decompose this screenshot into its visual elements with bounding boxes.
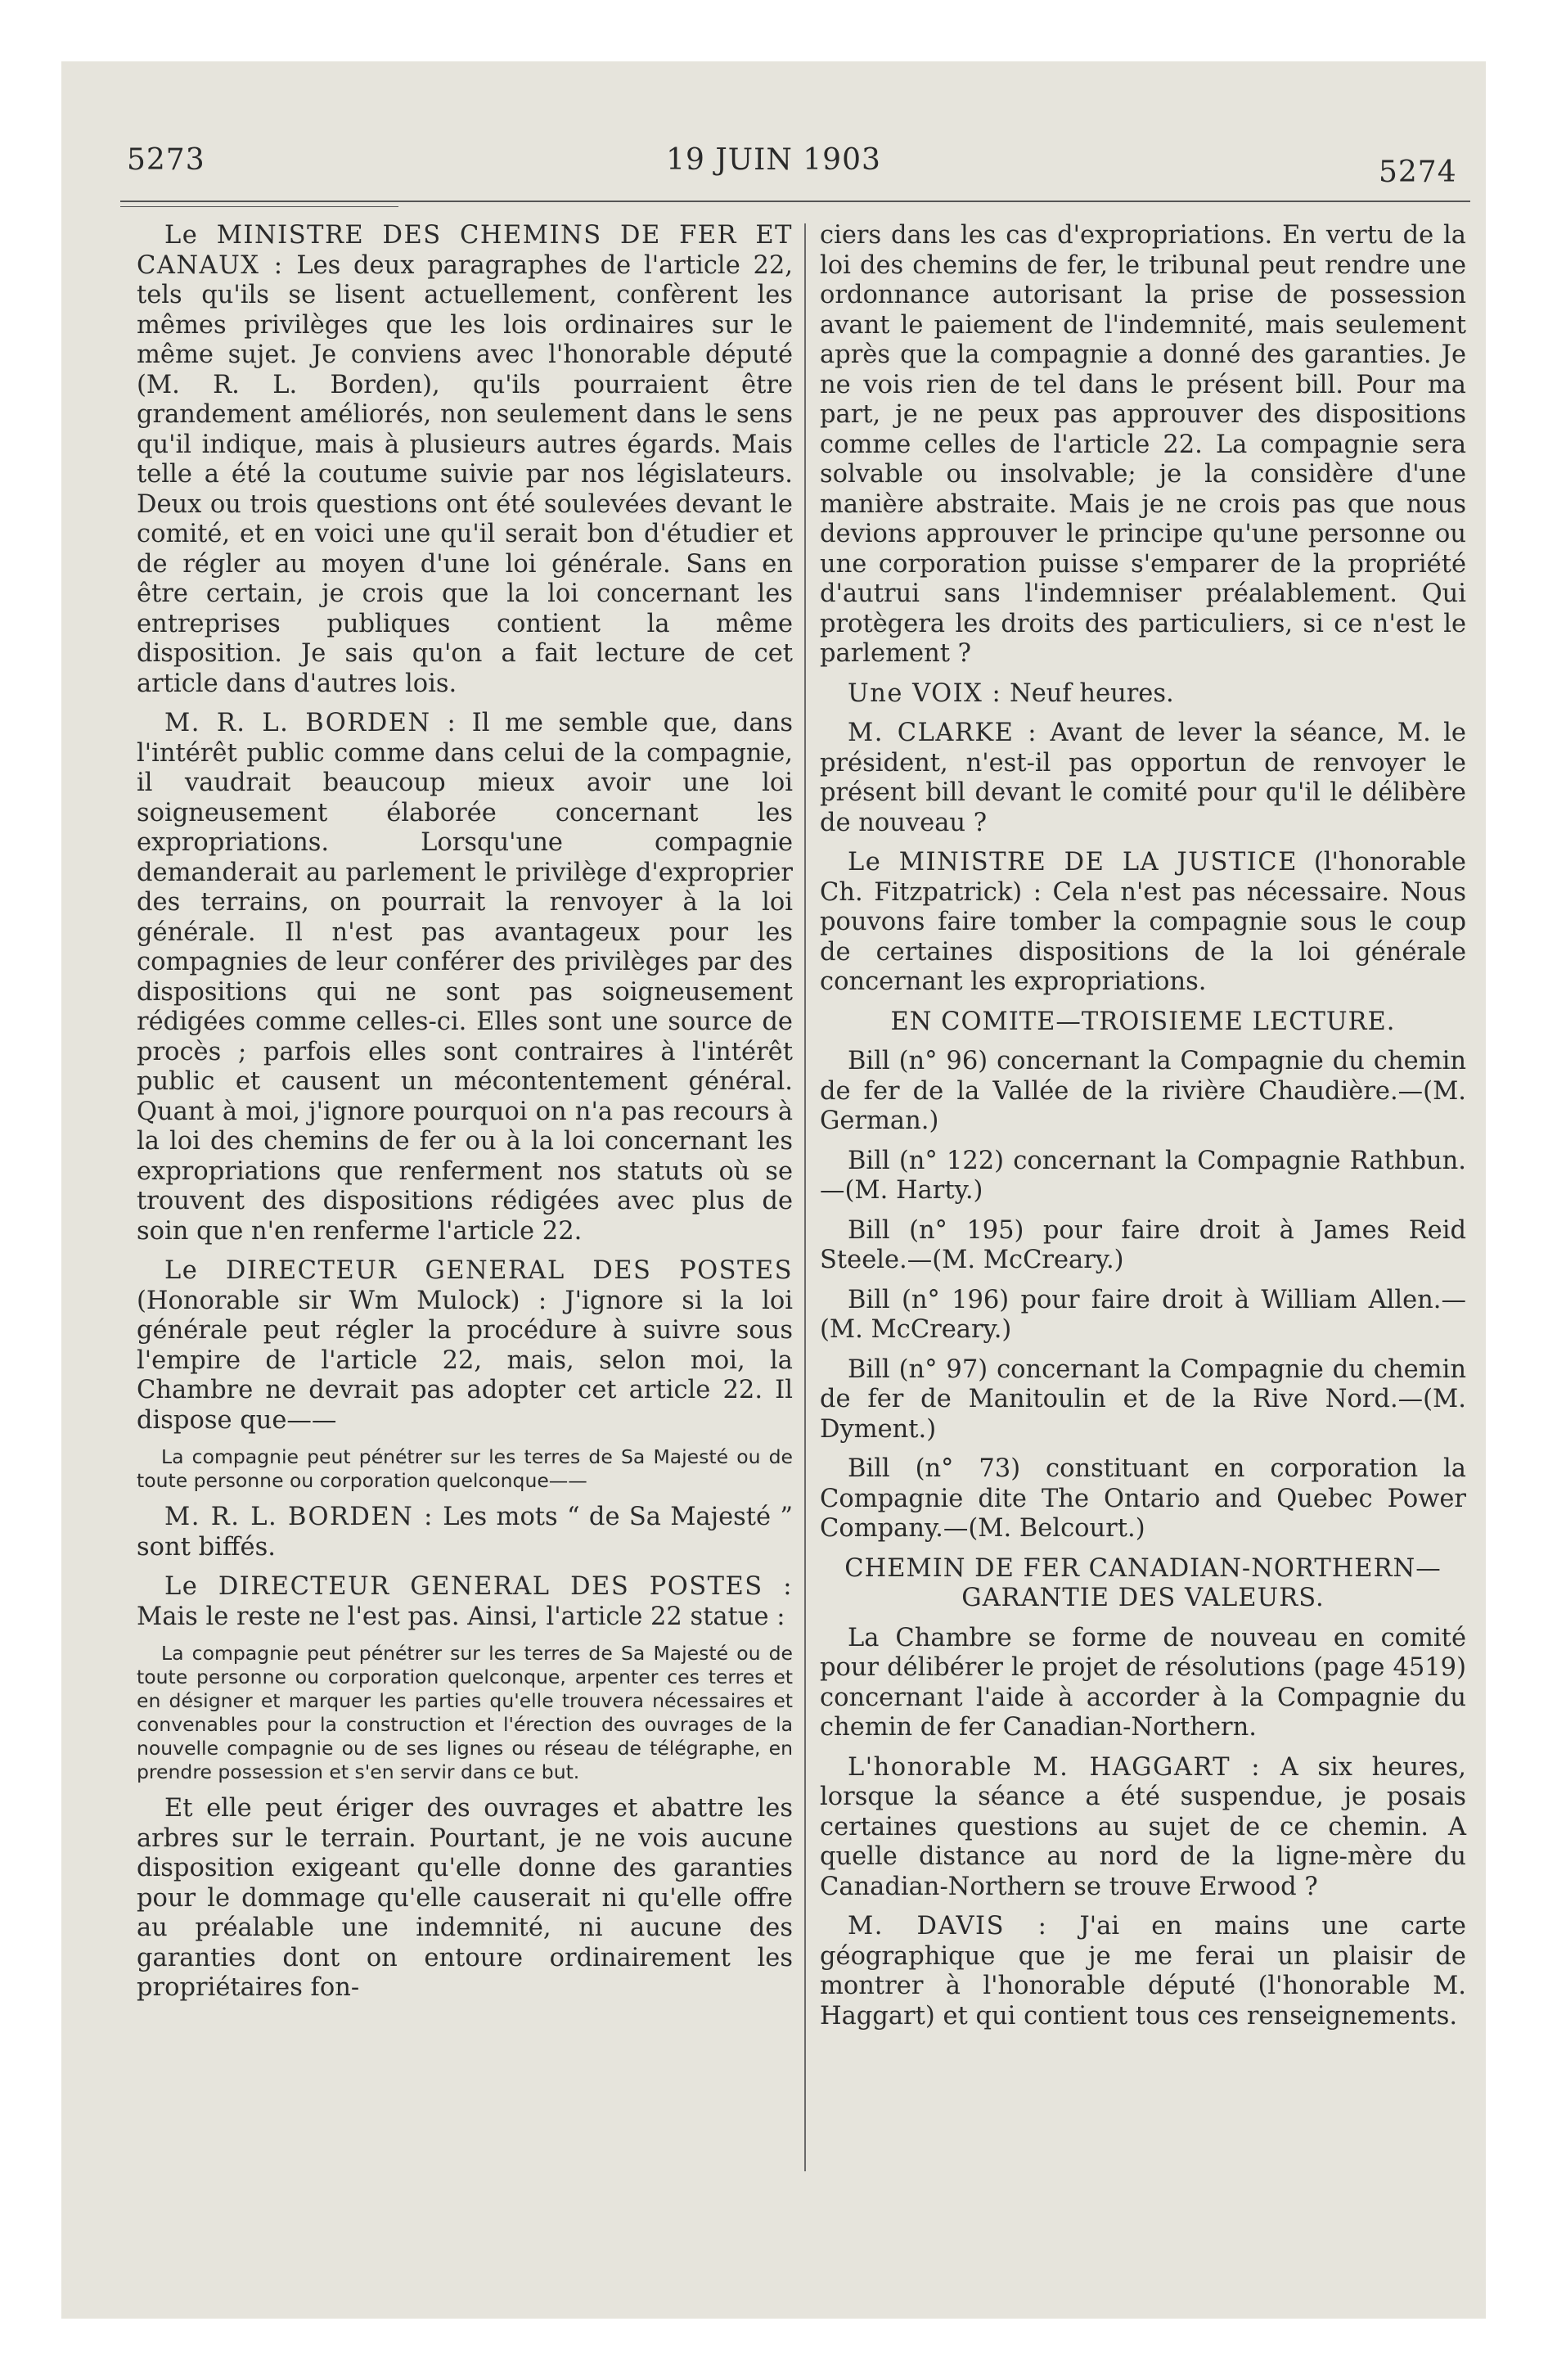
speaker-name: Le DIRECTEUR GENERAL DES POSTES [164,1256,793,1285]
quoted-text: La compagnie peut pénétrer sur les terres de Sa Majesté ou de toute personne ou corporation quelconque—— [137,1445,793,1492]
speaker-name: Le MINISTRE DES CHEMINS DE FER ET CANAUX : [137,221,793,280]
paragraph [820,848,1466,998]
bill-item: Bill (n° 195) pour faire droit à James Reid Steele.—(M. McCreary.) [820,1215,1466,1274]
page-date: 19 JUIN 1903 [666,143,881,177]
bill-item: Bill (n° 96) concernant la Compagnie du chemin de fer de la Vallée de la rivière Chaudière.—(M. German.) [820,1047,1466,1135]
speaker-name: Le MINISTRE DE LA JUSTICE [848,848,1298,877]
paragraph-text: (l'honorable Ch. Fitzpatrick) : Cela n'est pas nécessaire. Nous pouvons faire tomber la compagnie sous le coup de certaines dispositions de la loi générale concernant les expropriations. [820,848,1466,996]
paragraph [137,709,793,1246]
paragraph [137,1256,793,1436]
paragraph-text: Les deux paragraphes de l'article 22, tels qu'ils se lisent actuellement, confèrent les mêmes privilèges que les lois ordinaires sur le même sujet. Je conviens avec l'honorable député (M. R. L. Borden), qu'ils pourraient être grandement améliorés, non seulement dans le sens qu'il indique, mais à plusieurs autres égards. Mais telle a été la coutume suivie par nos législateurs. Deux ou trois questions ont été soulevées devant le comité, et en voici une qu'il serait bon d'étudier et de régler au moyen d'une loi générale. Sans en être certain, je crois que la loi concernant les entreprises publiques contient la même disposition. Je sais qu'on a fait lecture de cet article dans d'autres lois. [137,250,794,698]
paragraph: ciers dans les cas d'expropriations. En vertu de la loi des chemins de fer, le tribunal peut rendre une ordonnance autorisant la prise de possession avant le paiement de l'indemnité, mais seulement après que la compagnie a donné des garanties. Je ne vois rien de tel dans le présent bill. Pour ma part, je ne peux pas approuver des dispositions comme celles de l'article 22. La compagnie sera solvable ou insolvable; je la considère d'une manière abstraite. Mais je ne crois pas que nous devions approuver le principe qu'une personne ou une corporation puisse s'emparer de la propriété d'autrui sans l'indemniser préalablement. Qui protègera les droits des particuliers, si ce n'est le parlement ? [820,221,1466,668]
column-divider [804,223,806,2171]
quoted-text: La compagnie peut pénétrer sur les terres de Sa Majesté ou de toute personne ou corporation quelconque, arpenter ces terres et en désigner et marquer les parties qu'elle trouvera nécessaires et convenables pour la construction et l'érection des ouvrages de la nouvelle compagnie ou de ses lignes ou réseau de télégraphe, en prendre possession et s'en servir dans ce but. [137,1642,793,1783]
speaker-name: M. CLARKE : [848,719,1038,747]
paragraph-text: (Honorable sir Wm Mulock) : J'ignore si la loi générale peut régler la procédure à suivre sous l'empire de l'article 22, mais, selon moi, la Chambre ne devrait pas adopter cet article 22. Il dispose que—— [137,1286,793,1435]
bill-item: Bill (n° 196) pour faire droit à William Allen.—(M. McCreary.) [820,1285,1466,1344]
scanned-page [61,61,1486,2319]
speaker-name: M. DAVIS : [848,1912,1048,1941]
paragraph [820,1912,1466,2031]
speaker-name: M. R. L. BORDEN : [164,709,457,737]
speaker-name: Le DIRECTEUR GENERAL DES POSTES : [164,1572,793,1601]
bill-item: Bill (n° 122) concernant la Compagnie Rathbun.—(M. Harty.) [820,1146,1466,1205]
bill-item: Bill (n° 97) concernant la Compagnie du chemin de fer de Manitoulin et de la Rive Nord.—(M. Dyment.) [820,1355,1466,1444]
paragraph-text: Il me semble que, dans l'intérêt public comme dans celui de la compagnie, il vaudrait beaucoup mieux avoir une loi soigneusement élaborée concernant les expropriations. Lorsqu'une compagnie demanderait au parlement le privilège d'exproprier des terrains, on pourrait la renvoyer à la loi générale. Il n'est pas avantageux pour les compagnies de leur conférer des privilèges par des dispositions qui ne sont pas soigneusement rédigées comme celles-ci. Elles sont une source de procès ; parfois elles sont contraires à l'intérêt public et causent un mécontentement général. Quant à moi, j'ignore pourquoi on n'a pas recours à la loi des chemins de fer ou à la loi concernant les expropriations que renferment nos statuts où se trouvent des dispositions rédigées avec plus de soin que n'en renferme l'article 22. [137,709,794,1246]
page-number-right: 5274 [1379,156,1457,189]
header-rule-short [120,206,398,207]
paragraph-text: Mais le reste ne l'est pas. Ainsi, l'article 22 statue : [137,1602,785,1631]
left-column [137,221,793,2013]
speaker-name: M. R. L. BORDEN : [164,1503,434,1531]
paragraph: Et elle peut ériger des ouvrages et abattre les arbres sur le terrain. Pourtant, je ne vois aucune disposition exigeant qu'elle donne des garanties pour le dommage qu'elle causerait ni qu'elle offre au préalable une indemnité, ni aucune des garanties dont on entoure ordinairement les propriétaires fon- [137,1794,793,2002]
section-heading: EN COMITE—TROISIEME LECTURE. [890,1007,1396,1036]
bill-item: Bill (n° 73) constituant en corporation la Compagnie dite The Ontario and Quebec Power Company.—(M. Belcourt.) [820,1454,1466,1543]
paragraph [820,1753,1466,1903]
speaker-name: Une VOIX : [848,678,1002,708]
paragraph [137,1503,793,1562]
paragraph-text: J'ai en mains une carte géographique que je me ferai un plaisir de montrer à l'honorable député (l'honorable M. Haggart) et qui contient tous ces renseignements. [820,1912,1466,2031]
speaker-name: L'honorable M. HAGGART : [848,1752,1262,1782]
paragraph [137,1572,793,1632]
paragraph [137,221,793,699]
header-rule [120,201,1470,202]
paragraph [820,719,1466,838]
right-column [820,221,1466,2041]
paragraph-text: Neuf heures. [1010,678,1174,708]
paragraph [820,679,1466,710]
paragraph: La Chambre se forme de nouveau en comité pour délibérer le projet de résolutions (page 4519) concernant l'aide à accorder à la Compagnie du chemin de fer Canadian-Northern. [820,1623,1466,1742]
paragraph-text: A six heures, lorsque la séance a été suspendue, je posais certaines questions au sujet de ce chemin. A quelle distance au nord de la ligne-mère du Canadian-Northern se trouve Erwood ? [820,1752,1466,1901]
paragraph-text: Avant de lever la séance, M. le président, n'est-il pas opportun de renvoyer le présent bill devant le comité pour qu'il le délibère de nouveau ? [820,719,1466,837]
section-heading: CHEMIN DE FER CANADIAN-NORTHERN—GARANTIE DES VALEURS. [844,1553,1442,1612]
paragraph-text: Les mots “ de Sa Majesté ” sont biffés. [137,1503,793,1562]
page-number-left: 5273 [127,143,205,177]
